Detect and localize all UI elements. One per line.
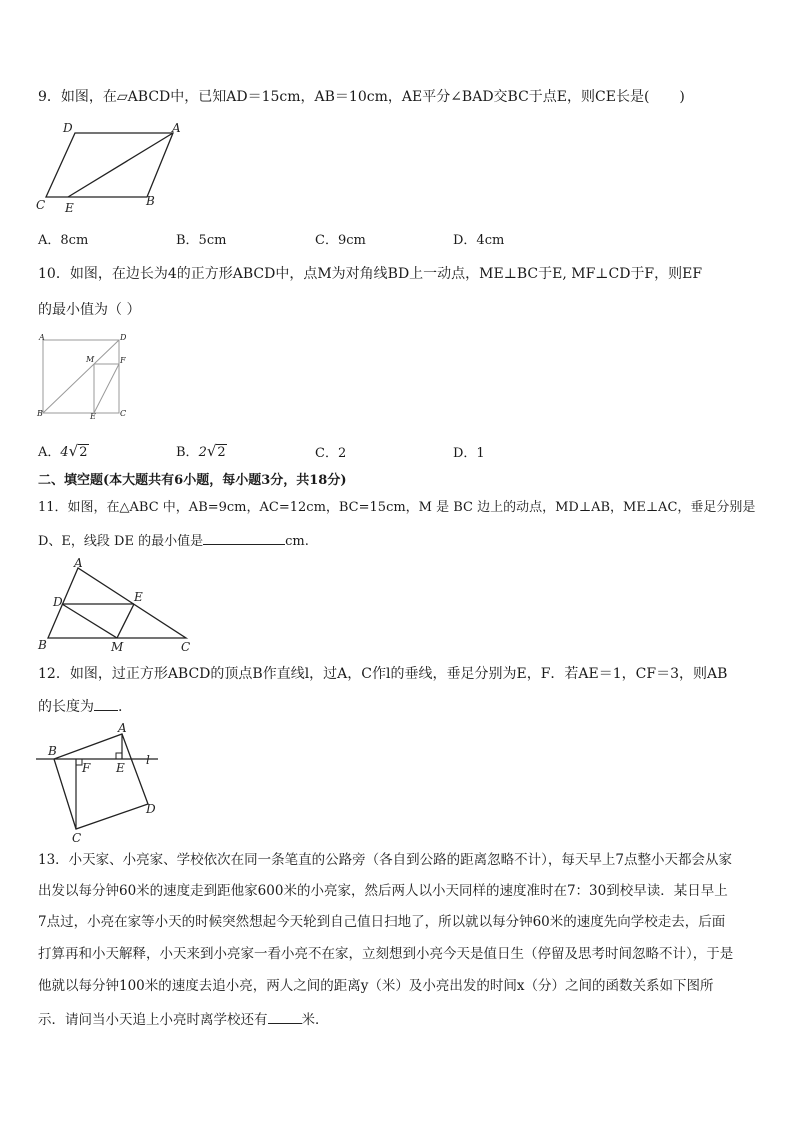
q13-answer-blank[interactable] xyxy=(268,1010,302,1024)
q11-label-a: A xyxy=(74,556,83,570)
q9-stem-text: 9．如图，在▱ABCD中，已知AD＝15cm，AB＝10cm，AE平分∠BAD交BC于点E，则CE长是( xyxy=(38,89,650,105)
q10-choice-a[interactable] xyxy=(38,441,89,460)
q12-label-c: C xyxy=(72,831,82,845)
q10-square-figure xyxy=(34,330,134,420)
q13-line6 xyxy=(38,1010,329,1028)
q12-text: 的长度为 xyxy=(38,699,94,715)
q11-label-e: E xyxy=(134,590,143,604)
sqrt-icon: √ xyxy=(68,442,79,460)
q10-label-m: M xyxy=(86,355,95,364)
sqrt-icon: √ xyxy=(206,442,217,460)
q9-stem xyxy=(38,89,685,105)
q9-label-c: C xyxy=(36,198,46,212)
q9-label-d: D xyxy=(63,121,73,135)
q9-label-e: E xyxy=(65,201,74,215)
q10-label-a: A xyxy=(39,333,45,342)
q10-choice-a-prefix: A． xyxy=(38,445,61,460)
q11-triangle-figure xyxy=(30,556,200,656)
q11-label-d: D xyxy=(53,595,63,609)
q11-text: D、E，线段 DE 的最小值是 xyxy=(38,534,204,549)
q11-label-b: B xyxy=(38,638,47,652)
q11-stem-line1: 11．如图，在△ABC 中，AB=9cm，AC=12cm，BC=15cm，M 是 BC 边上的动点，MD⊥AB，ME⊥AC，垂足分别是 xyxy=(38,500,756,515)
q13-line3: 7点过，小亮在家等小天的时候突然想起今天轮到自己值日扫地了，所以就以每分钟60米的速度先向学校走去，后面 xyxy=(38,914,726,930)
q9-label-b: B xyxy=(146,194,155,208)
q9-choice-a[interactable]: A．8cm xyxy=(38,233,89,248)
q10-choice-a-coef: 4 xyxy=(60,445,69,460)
q13-line1: 13．小天家、小亮家、学校依次在同一条笔直的公路旁（各自到公路的距离忽略不计），每天早上7点整小天都会从家 xyxy=(38,852,733,868)
q9-choice-d[interactable]: D．4cm xyxy=(453,233,505,248)
q10-choice-b[interactable] xyxy=(176,441,227,460)
q12-label-f: F xyxy=(82,761,91,775)
q10-stem-line2: 的最小值为（ ） xyxy=(38,302,141,318)
q12-stem-line2 xyxy=(38,697,122,715)
q9-stem-close: ) xyxy=(679,89,685,105)
section-fill-in-heading: 二、填空题(本大题共有6小题，每小题3分，共18分) xyxy=(38,473,347,488)
q10-label-f: F xyxy=(120,356,126,365)
q10-choice-b-coef: 2 xyxy=(198,445,207,460)
q10-label-e: E xyxy=(90,412,96,420)
q12-stem-line1: 12．如图，过正方形ABCD的顶点B作直线l，过A，C作l的垂线，垂足分别为E，F．若AE＝1，CF＝3，则AB xyxy=(38,666,728,682)
q12-label-l: l xyxy=(146,753,150,767)
q13-line2: 出发以每分钟60米的速度走到距他家600米的小亮家，然后两人以小天同样的速度准时在7：30到校早读．某日早上 xyxy=(38,883,728,899)
q11-label-c: C xyxy=(181,640,191,654)
q13-text: 示．请问当小天追上小亮时离学校还有 xyxy=(38,1012,268,1028)
q10-label-b: B xyxy=(37,409,43,418)
q10-choice-d[interactable]: D．1 xyxy=(453,446,485,461)
q10-stem-line1: 10．如图，在边长为4的正方形ABCD中，点M为对角线BD上一动点，ME⊥BC于E, MF⊥CD于F，则EF xyxy=(38,266,703,282)
q10-choice-a-radicand: 2 xyxy=(79,445,88,460)
q9-parallelogram-figure xyxy=(30,118,190,218)
q13-line5: 他就以每分钟100米的速度去追小亮，两人之间的距离y（米）及小亮出发的时间x（分）之间的函数关系如下图所 xyxy=(38,978,714,994)
q9-choice-b[interactable]: B．5cm xyxy=(176,233,227,248)
q10-choice-b-radicand: 2 xyxy=(217,445,226,460)
q12-label-b: B xyxy=(48,744,57,758)
q13-line4: 打算再和小天解释，小天来到小亮家一看小亮不在家，立刻想到小亮今天是值日生（停留及思考时间忽略不计），于是 xyxy=(38,946,734,962)
q10-label-c: C xyxy=(120,409,127,418)
q9-label-a: A xyxy=(172,121,181,135)
q9-choice-c[interactable]: C．9cm xyxy=(315,233,366,248)
q12-label-e: E xyxy=(116,761,125,775)
q10-label-d: D xyxy=(120,333,127,342)
q11-stem-line2 xyxy=(38,531,309,550)
q12-answer-blank[interactable] xyxy=(94,697,118,711)
q12-label-d: D xyxy=(146,802,156,816)
q11-unit: cm. xyxy=(285,534,309,549)
q10-choice-b-prefix: B． xyxy=(176,445,199,460)
q11-answer-blank[interactable] xyxy=(203,531,285,545)
q13-unit: 米． xyxy=(301,1012,329,1028)
q10-choice-c[interactable]: C．2 xyxy=(315,446,347,461)
q11-label-m: M xyxy=(111,640,124,654)
q12-label-a: A xyxy=(118,721,127,735)
q12-period: . xyxy=(118,699,123,715)
q12-square-figure xyxy=(30,720,170,848)
